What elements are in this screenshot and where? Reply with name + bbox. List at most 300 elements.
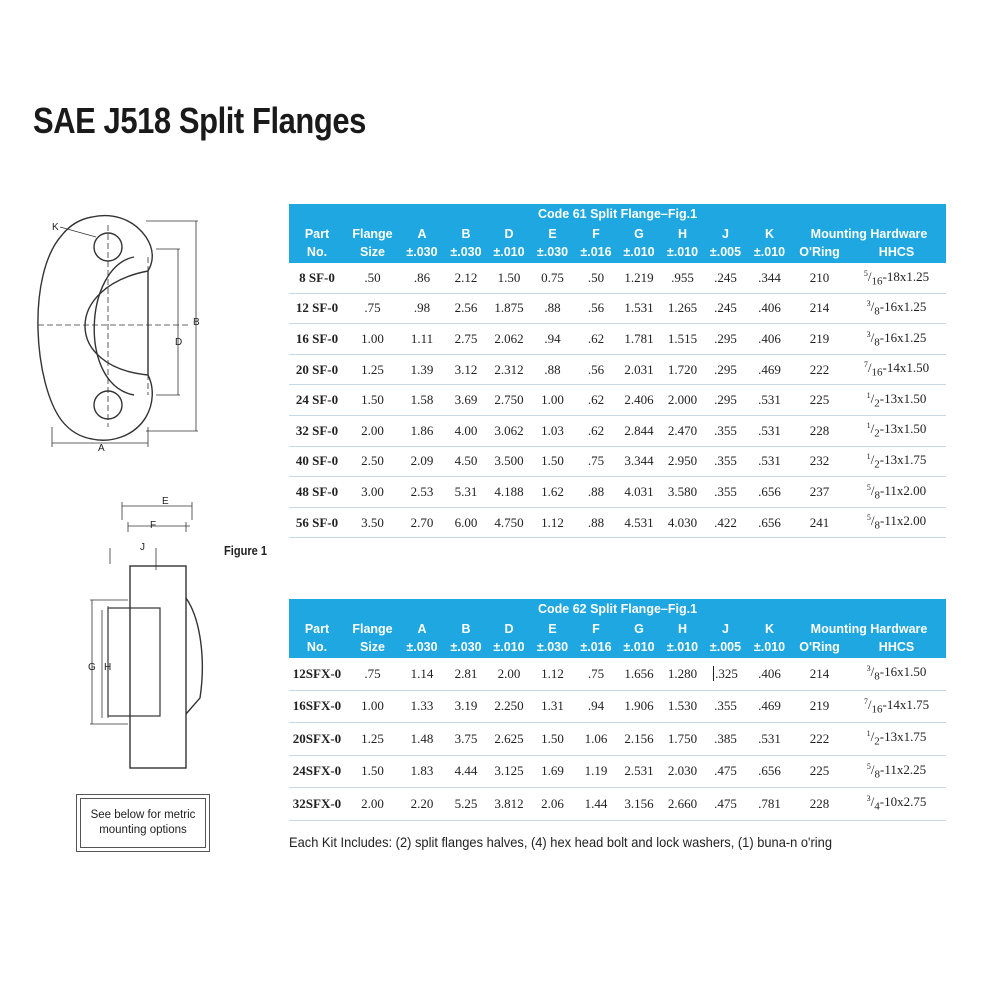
dim-g-cell: 1.531 <box>617 293 661 324</box>
hhcs-fraction-denominator: 16 <box>871 703 883 716</box>
flange-size-cell: .75 <box>345 658 400 690</box>
col-a: A <box>400 620 444 639</box>
col-j: J <box>704 225 747 244</box>
col-h: H <box>661 225 704 244</box>
dim-a-cell: .86 <box>400 263 444 293</box>
col-d: D <box>488 225 530 244</box>
dim-j-cell: .422 <box>704 507 747 538</box>
hhcs-cell <box>847 477 946 508</box>
dim-e-cell: 1.12 <box>530 658 575 690</box>
col-a-tol: ±.030 <box>400 244 444 263</box>
hhcs-fraction-numerator: 7 <box>863 360 868 370</box>
hhcs-fraction-slash: / <box>870 729 875 745</box>
hhcs-fraction-numerator: 5 <box>866 482 871 492</box>
col-k: K <box>747 225 792 244</box>
col-g-tol: ±.010 <box>617 244 661 263</box>
col-d-tol: ±.010 <box>488 244 530 263</box>
col-b: B <box>444 620 488 639</box>
dim-a-cell: 2.20 <box>400 788 444 821</box>
hhcs-thread-length: -10x2.75 <box>879 794 927 810</box>
table-row <box>289 354 946 385</box>
flange-side-lip <box>186 598 202 714</box>
flange-size-cell: 1.50 <box>345 385 400 416</box>
dim-f-cell: .88 <box>575 507 617 538</box>
dim-a-cell: 2.70 <box>400 507 444 538</box>
col-flange: Flange <box>345 620 400 639</box>
dim-b-cell: 6.00 <box>444 507 488 538</box>
hhcs-fraction-slash: / <box>867 696 872 712</box>
table-row <box>289 788 946 821</box>
dim-e-cell: 1.62 <box>530 477 575 508</box>
dim-k-cell: .656 <box>747 477 792 508</box>
dim-label-b: B <box>193 317 200 328</box>
code61-caption: Code 61 Split Flange–Fig.1 <box>289 204 946 225</box>
dim-b-cell: 3.12 <box>444 354 488 385</box>
dim-d-cell: 2.250 <box>488 690 530 723</box>
hhcs-thread-length: -16x1.25 <box>879 299 927 315</box>
dim-label-g: G <box>88 662 96 673</box>
part-number-cell: 20 SF-0 <box>289 354 345 385</box>
col-b-tol: ±.030 <box>444 639 488 658</box>
col-g: G <box>617 620 661 639</box>
hhcs-fraction-denominator: 4 <box>874 801 880 814</box>
dim-h-cell: 1.530 <box>661 690 704 723</box>
dim-e-cell: 1.03 <box>530 415 575 446</box>
dim-g-cell: 1.906 <box>617 690 661 723</box>
col-j-tol: ±.005 <box>704 244 747 263</box>
dim-f-cell: .88 <box>575 477 617 508</box>
dim-a-cell: 1.58 <box>400 385 444 416</box>
col-j: J <box>704 620 747 639</box>
dim-h-cell: 2.470 <box>661 415 704 446</box>
hhcs-fraction-numerator: 7 <box>863 696 868 706</box>
hhcs-fraction-numerator: 5 <box>863 268 868 278</box>
part-number-cell: 24 SF-0 <box>289 385 345 416</box>
dim-e-cell: 1.31 <box>530 690 575 723</box>
hhcs-cell <box>847 354 946 385</box>
hhcs-thread-length: -13x1.75 <box>879 729 927 745</box>
hhcs-cell <box>847 263 946 293</box>
dim-b-cell: 3.75 <box>444 723 488 756</box>
hhcs-fraction-numerator: 1 <box>866 421 871 431</box>
dim-j-cell: .475 <box>704 755 747 788</box>
hhcs-fraction-denominator: 2 <box>874 428 880 441</box>
flange-size-cell: 1.50 <box>345 755 400 788</box>
hhcs-cell <box>847 658 946 690</box>
flange-size-cell: 2.00 <box>345 788 400 821</box>
part-number-cell: 20SFX-0 <box>289 723 345 756</box>
col-part: Part <box>289 620 345 639</box>
table-row <box>289 415 946 446</box>
dim-h-cell: 2.030 <box>661 755 704 788</box>
metric-note-line-2: mounting options <box>99 824 187 836</box>
dim-k-cell: .344 <box>747 263 792 293</box>
col-part-sub: No. <box>289 639 345 658</box>
oring-cell: 219 <box>792 690 847 723</box>
hhcs-fraction-slash: / <box>870 482 875 498</box>
dim-g-cell: 2.406 <box>617 385 661 416</box>
dim-j-cell: .355 <box>704 477 747 508</box>
flange-size-cell: 2.50 <box>345 446 400 477</box>
metric-note-inner <box>80 798 206 848</box>
dim-g-cell: 4.531 <box>617 507 661 538</box>
dim-d-cell: 1.875 <box>488 293 530 324</box>
hhcs-thread-length: -16x1.25 <box>879 329 927 345</box>
dim-b-cell: 3.69 <box>444 385 488 416</box>
dim-b-cell: 4.00 <box>444 415 488 446</box>
col-b: B <box>444 225 488 244</box>
dim-f-cell: .94 <box>575 690 617 723</box>
hhcs-thread-length: -16x1.50 <box>879 664 927 680</box>
oring-cell: 237 <box>792 477 847 508</box>
dim-label-f: F <box>150 520 157 531</box>
col-k-tol: ±.010 <box>747 639 792 658</box>
hhcs-cell <box>847 415 946 446</box>
dim-h-cell: 1.265 <box>661 293 704 324</box>
flange-size-cell: 1.00 <box>345 324 400 355</box>
dim-f-cell: .56 <box>575 293 617 324</box>
dim-j-cell: .355 <box>704 415 747 446</box>
dim-h-cell: 2.950 <box>661 446 704 477</box>
dim-e-cell: 1.50 <box>530 446 575 477</box>
dim-k-cell: .656 <box>747 507 792 538</box>
part-number-cell: 32SFX-0 <box>289 788 345 821</box>
oring-cell: 225 <box>792 385 847 416</box>
part-number-cell: 24SFX-0 <box>289 755 345 788</box>
dim-g-cell: 1.219 <box>617 263 661 293</box>
oring-cell: 232 <box>792 446 847 477</box>
col-a: A <box>400 225 444 244</box>
dim-k-cell: .656 <box>747 755 792 788</box>
flange-size-cell: .75 <box>345 293 400 324</box>
dim-h-cell: 2.000 <box>661 385 704 416</box>
dim-g-cell: 2.531 <box>617 755 661 788</box>
hhcs-fraction-slash: / <box>870 761 875 777</box>
dim-e-cell: .94 <box>530 324 575 355</box>
hhcs-fraction-slash: / <box>870 390 875 406</box>
dim-d-cell: 1.50 <box>488 263 530 293</box>
hhcs-fraction-denominator: 8 <box>874 768 881 781</box>
metric-note-box <box>76 794 210 852</box>
col-flange: Flange <box>345 225 400 244</box>
dim-g-cell: 1.781 <box>617 324 661 355</box>
dim-a-cell: 1.83 <box>400 755 444 788</box>
dim-h-cell: 1.280 <box>661 658 704 690</box>
hhcs-cell <box>847 788 946 821</box>
dim-g-cell: 3.344 <box>617 446 661 477</box>
col-f: F <box>575 620 617 639</box>
dim-d-cell: 3.125 <box>488 755 530 788</box>
col-part: Part <box>289 225 345 244</box>
hhcs-cell <box>847 324 946 355</box>
hhcs-fraction-numerator: 5 <box>866 761 871 771</box>
hhcs-fraction-numerator: 3 <box>866 794 871 804</box>
col-flange-sub: Size <box>345 244 400 263</box>
dim-d-cell: 3.812 <box>488 788 530 821</box>
dim-h-cell: 1.750 <box>661 723 704 756</box>
table-row <box>289 477 946 508</box>
col-mounting: Mounting Hardware <box>792 225 946 244</box>
part-number-cell: 48 SF-0 <box>289 477 345 508</box>
dim-label-e: E <box>162 496 169 507</box>
col-oring: O'Ring <box>792 639 847 658</box>
hhcs-fraction-denominator: 8 <box>874 519 881 532</box>
hhcs-fraction-slash: / <box>867 360 872 376</box>
oring-cell: 228 <box>792 415 847 446</box>
hhcs-fraction-numerator: 5 <box>866 513 871 523</box>
col-e: E <box>530 620 575 639</box>
dim-label-h: H <box>104 662 112 673</box>
dim-e-cell: 1.00 <box>530 385 575 416</box>
hhcs-fraction-slash: / <box>870 794 875 810</box>
dim-b-cell: 5.25 <box>444 788 488 821</box>
dim-a-cell: 1.11 <box>400 324 444 355</box>
col-d: D <box>488 620 530 639</box>
dim-f-cell: 1.06 <box>575 723 617 756</box>
col-part-sub: No. <box>289 244 345 263</box>
dim-a-cell: 1.39 <box>400 354 444 385</box>
oring-cell: 241 <box>792 507 847 538</box>
dim-j-cell: .385 <box>704 723 747 756</box>
dim-k-cell: .469 <box>747 690 792 723</box>
hhcs-fraction-numerator: 3 <box>866 664 871 674</box>
col-e-tol: ±.030 <box>530 244 575 263</box>
code62-body <box>289 658 946 820</box>
flange-side-view-drawing <box>80 492 220 778</box>
dim-g-cell: 2.844 <box>617 415 661 446</box>
dim-g-cell: 2.031 <box>617 354 661 385</box>
hhcs-fraction-slash: / <box>870 513 875 529</box>
dim-k-cell: .469 <box>747 354 792 385</box>
dim-f-cell: .62 <box>575 415 617 446</box>
dim-k-cell: .406 <box>747 293 792 324</box>
col-g-tol: ±.010 <box>617 639 661 658</box>
hhcs-fraction-slash: / <box>870 299 875 315</box>
dim-b-cell: 4.50 <box>444 446 488 477</box>
flange-size-cell: .50 <box>345 263 400 293</box>
dim-f-cell: .62 <box>575 324 617 355</box>
dim-e-cell: .88 <box>530 293 575 324</box>
dim-b-cell: 2.75 <box>444 324 488 355</box>
col-k: K <box>747 620 792 639</box>
dim-h-cell: 1.515 <box>661 324 704 355</box>
col-j-tol: ±.005 <box>704 639 747 658</box>
oring-cell: 222 <box>792 723 847 756</box>
code61-table <box>289 204 946 538</box>
dim-j-cell: .295 <box>704 354 747 385</box>
dim-label-a: A <box>98 443 105 454</box>
hhcs-fraction-numerator: 1 <box>866 390 871 400</box>
hhcs-thread-length: -14x1.50 <box>882 360 930 376</box>
kit-includes-note: Each Kit Includes: (2) split flanges halves, (4) hex head bolt and lock washers, (1) buna-n o'ring <box>289 834 833 850</box>
oring-cell: 214 <box>792 293 847 324</box>
oring-cell: 219 <box>792 324 847 355</box>
hhcs-fraction-numerator: 1 <box>866 729 871 739</box>
dim-a-cell: 1.48 <box>400 723 444 756</box>
dim-b-cell: 3.19 <box>444 690 488 723</box>
col-h: H <box>661 620 704 639</box>
dim-k-cell: .531 <box>747 415 792 446</box>
hhcs-cell <box>847 507 946 538</box>
dim-d-cell: 3.062 <box>488 415 530 446</box>
dim-f-cell: .50 <box>575 263 617 293</box>
table-row <box>289 690 946 723</box>
flange-side-spigot <box>108 608 160 716</box>
dim-h-cell: 3.580 <box>661 477 704 508</box>
dim-k-cell: .781 <box>747 788 792 821</box>
dim-f-cell: .62 <box>575 385 617 416</box>
col-b-tol: ±.030 <box>444 244 488 263</box>
flange-size-cell: 3.00 <box>345 477 400 508</box>
dim-d-cell: 2.062 <box>488 324 530 355</box>
table-row <box>289 723 946 756</box>
flange-bore-arc <box>94 257 134 395</box>
dim-e-cell: 1.69 <box>530 755 575 788</box>
dim-k-cell: .531 <box>747 446 792 477</box>
hhcs-fraction-denominator: 8 <box>874 336 880 349</box>
part-number-cell: 56 SF-0 <box>289 507 345 538</box>
hhcs-fraction-denominator: 8 <box>874 305 880 318</box>
hhcs-fraction-numerator: 3 <box>866 329 871 339</box>
dim-h-cell: .955 <box>661 263 704 293</box>
dim-j-cell: .245 <box>704 263 747 293</box>
hhcs-cell <box>847 293 946 324</box>
table-row <box>289 658 946 690</box>
dim-e-cell: 1.50 <box>530 723 575 756</box>
dim-d-cell: 2.312 <box>488 354 530 385</box>
dim-d-cell: 2.750 <box>488 385 530 416</box>
hhcs-fraction-slash: / <box>870 664 875 680</box>
oring-cell: 228 <box>792 788 847 821</box>
dim-e-cell: .88 <box>530 354 575 385</box>
dim-e-cell: 0.75 <box>530 263 575 293</box>
dim-f-cell: .56 <box>575 354 617 385</box>
dim-f-cell: .75 <box>575 658 617 690</box>
part-number-cell: 40 SF-0 <box>289 446 345 477</box>
col-k-tol: ±.010 <box>747 244 792 263</box>
col-hhcs: HHCS <box>847 639 946 658</box>
dim-f-cell: .75 <box>575 446 617 477</box>
dim-j-cell: .295 <box>704 324 747 355</box>
dim-j-cell: .475 <box>704 788 747 821</box>
hhcs-cell <box>847 755 946 788</box>
code62-table <box>289 599 946 821</box>
table-row <box>289 385 946 416</box>
flange-size-cell: 1.25 <box>345 723 400 756</box>
part-number-cell: 16 SF-0 <box>289 324 345 355</box>
col-h-tol: ±.010 <box>661 244 704 263</box>
col-f-tol: ±.016 <box>575 639 617 658</box>
dim-h-cell: 4.030 <box>661 507 704 538</box>
dim-h-cell: 1.720 <box>661 354 704 385</box>
col-f-tol: ±.016 <box>575 244 617 263</box>
flange-side-body <box>130 566 186 768</box>
dim-a-cell: 2.53 <box>400 477 444 508</box>
hhcs-thread-length: -11x2.25 <box>880 761 927 777</box>
hhcs-fraction-denominator: 16 <box>871 366 883 379</box>
dim-d-cell: 2.00 <box>488 658 530 690</box>
hhcs-fraction-denominator: 8 <box>874 671 880 684</box>
hhcs-thread-length: -18x1.25 <box>882 268 930 284</box>
dim-j-cell: .245 <box>704 293 747 324</box>
flange-size-cell: 3.50 <box>345 507 400 538</box>
metric-note-line-1: See below for metric <box>90 809 196 821</box>
dim-k-cell: .531 <box>747 385 792 416</box>
dim-b-cell: 2.12 <box>444 263 488 293</box>
table-row <box>289 324 946 355</box>
hhcs-thread-length: -13x1.50 <box>879 390 927 406</box>
hhcs-fraction-denominator: 2 <box>874 458 880 471</box>
dim-b-cell: 4.44 <box>444 755 488 788</box>
dim-d-cell: 3.500 <box>488 446 530 477</box>
dim-a-cell: .98 <box>400 293 444 324</box>
dim-e-cell: 2.06 <box>530 788 575 821</box>
hhcs-fraction-slash: / <box>870 452 875 468</box>
dim-j-cell: .355 <box>704 690 747 723</box>
col-hhcs: HHCS <box>847 244 946 263</box>
hhcs-fraction-denominator: 16 <box>871 275 883 288</box>
hhcs-cell <box>847 446 946 477</box>
table-row <box>289 263 946 293</box>
dim-a-cell: 2.09 <box>400 446 444 477</box>
hhcs-fraction-slash: / <box>870 421 875 437</box>
table-row <box>289 446 946 477</box>
dim-j-value: .325 <box>715 665 738 681</box>
table-row <box>289 293 946 324</box>
col-d-tol: ±.010 <box>488 639 530 658</box>
hhcs-fraction-denominator: 8 <box>874 489 881 502</box>
hhcs-fraction-denominator: 2 <box>874 397 880 410</box>
hhcs-fraction-denominator: 2 <box>874 736 880 749</box>
part-number-cell: 12SFX-0 <box>289 658 345 690</box>
part-number-cell: 32 SF-0 <box>289 415 345 446</box>
oring-cell: 222 <box>792 354 847 385</box>
hhcs-thread-length: -14x1.75 <box>882 696 930 712</box>
code62-caption: Code 62 Split Flange–Fig.1 <box>289 599 946 620</box>
flange-size-cell: 2.00 <box>345 415 400 446</box>
dim-a-cell: 1.14 <box>400 658 444 690</box>
hhcs-thread-length: -11x2.00 <box>880 482 927 498</box>
dim-j-cell: .355 <box>704 446 747 477</box>
figure-label: Figure 1 <box>224 543 267 558</box>
dim-d-cell: 4.188 <box>488 477 530 508</box>
hhcs-thread-length: -11x2.00 <box>880 513 927 529</box>
dim-label-k: K <box>52 222 59 233</box>
dim-f-cell: 1.44 <box>575 788 617 821</box>
part-number-cell: 12 SF-0 <box>289 293 345 324</box>
dim-j-cell <box>704 658 747 690</box>
dim-h-cell: 2.660 <box>661 788 704 821</box>
flange-body-outline <box>38 216 152 441</box>
col-flange-sub: Size <box>345 639 400 658</box>
dim-a-cell: 1.86 <box>400 415 444 446</box>
dim-d-cell: 2.625 <box>488 723 530 756</box>
col-h-tol: ±.010 <box>661 639 704 658</box>
dim-k-cell: .531 <box>747 723 792 756</box>
col-g: G <box>617 225 661 244</box>
col-f: F <box>575 225 617 244</box>
dim-b-cell: 5.31 <box>444 477 488 508</box>
hhcs-cell <box>847 723 946 756</box>
hhcs-fraction-numerator: 1 <box>866 452 871 462</box>
hhcs-thread-length: -13x1.75 <box>879 452 927 468</box>
hhcs-cell <box>847 385 946 416</box>
dim-k-cell: .406 <box>747 324 792 355</box>
page-title: SAE J518 Split Flanges <box>33 100 366 141</box>
hhcs-fraction-slash: / <box>867 268 872 284</box>
flange-size-cell: 1.00 <box>345 690 400 723</box>
dim-g-cell: 2.156 <box>617 723 661 756</box>
